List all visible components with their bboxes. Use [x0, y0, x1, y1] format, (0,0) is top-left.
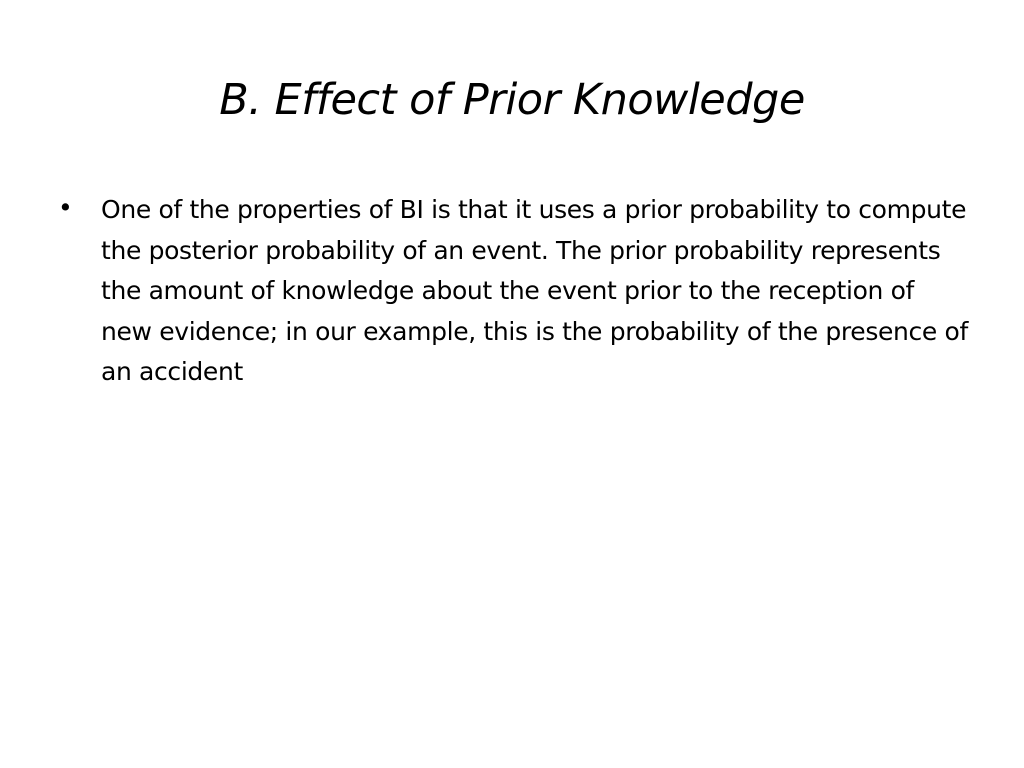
bullet-marker: •: [58, 193, 73, 222]
slide-title: B. Effect of Prior Knowledge: [219, 75, 805, 125]
bullet-text: One of the properties of BI is that it uses a prior probability to compute the posterior probability of an event. The prior probability represents the amount of knowledge about the event prior to the reception of new evidence; in our example, this is the probability of the presence of an accident: [101, 195, 968, 386]
bullet-list: [58, 190, 968, 393]
bullet-item: [58, 190, 968, 393]
